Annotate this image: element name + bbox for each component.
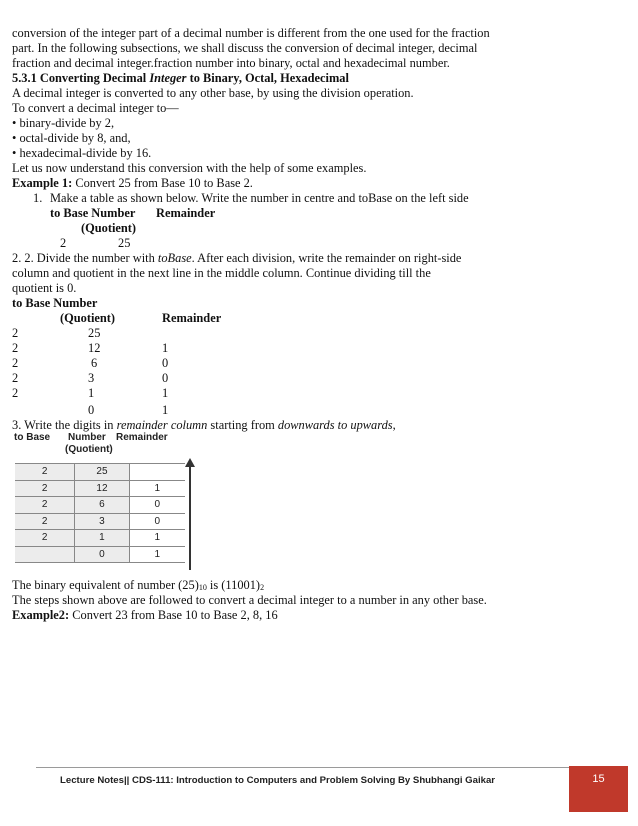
footer-divider xyxy=(36,767,569,768)
example-label: Example 1: xyxy=(12,176,73,190)
table-row xyxy=(15,546,185,563)
text-line: The steps shown above are followed to convert a decimal integer to a number in any other base. xyxy=(12,593,487,607)
figure-header: Remainder xyxy=(116,432,168,443)
table-cell: 0 xyxy=(88,403,95,417)
table-cell: 2 xyxy=(15,497,75,514)
step-text: 2. 2. Divide the number with xyxy=(12,251,158,265)
table-cell: 25 xyxy=(88,326,101,340)
section-heading xyxy=(12,71,349,86)
base-subscript: 10 xyxy=(198,583,207,592)
bullet-icon: • xyxy=(12,116,17,130)
footer-text: Lecture Notes|| CDS-111: Introduction to Computers and Problem Solving By Shubhangi Gaikar xyxy=(60,775,496,786)
result-text: The binary equivalent of number (25) xyxy=(12,578,199,592)
division-table-figure xyxy=(12,430,202,570)
table-header: Remainder xyxy=(156,206,216,220)
text-line: column and quotient in the next line in the middle column. Continue dividing till the xyxy=(12,266,431,280)
step-text: . After each division, write the remainder on right-side xyxy=(191,251,462,265)
table-cell: 2 xyxy=(12,341,19,355)
bullet-item xyxy=(12,131,131,146)
step-2 xyxy=(12,251,461,266)
table-cell: 2 xyxy=(12,386,19,400)
step-text: starting from xyxy=(207,418,278,432)
table-cell: 1 xyxy=(162,403,169,417)
result-line xyxy=(12,578,264,593)
table-cell: 1 xyxy=(129,480,185,497)
step-number: 1. xyxy=(33,191,43,205)
table-cell: 6 xyxy=(75,497,129,514)
example-text: Convert 23 from Base 10 to Base 2, 8, 16 xyxy=(69,608,278,622)
table-cell: 0 xyxy=(162,356,169,370)
table-cell: 1 xyxy=(129,546,185,563)
page-number: 15 xyxy=(592,773,605,785)
table-cell: 25 xyxy=(118,236,131,250)
example-2 xyxy=(12,608,278,623)
figure-header: to Base xyxy=(14,432,51,443)
table-cell: 1 xyxy=(75,530,129,547)
table-cell xyxy=(129,464,185,481)
text-line: A decimal integer is converted to any other base, by using the division operation. xyxy=(12,86,414,100)
step-text: Make a table as shown below. Write the number in centre and toBase on the left side xyxy=(50,191,469,205)
example-label: Example2: xyxy=(12,608,70,622)
table-cell: 0 xyxy=(75,546,129,563)
bullet-item xyxy=(12,116,114,131)
table-row xyxy=(15,513,185,530)
table-row xyxy=(15,530,185,547)
table-cell: 3 xyxy=(88,371,95,385)
table-cell: 25 xyxy=(75,464,129,481)
text-line: conversion of the integer part of a decimal number is different from the one used for the fraction xyxy=(12,26,490,40)
table-row xyxy=(15,497,185,514)
table-cell: 1 xyxy=(88,386,95,400)
table-row xyxy=(15,464,185,481)
example-text: Convert 25 from Base 10 to Base 2. xyxy=(72,176,253,190)
table-cell: 2 xyxy=(15,480,75,497)
text-line: fraction and decimal integer.fraction number into binary, octal and hexadecimal number. xyxy=(12,56,450,70)
upward-arrow-line xyxy=(189,464,191,570)
bullet-text: binary-divide by 2, xyxy=(19,116,115,130)
text-line: part. In the following subsections, we shall discuss the conversion of decimal integer, decimal xyxy=(12,41,478,55)
table-header: to Base Number xyxy=(12,296,98,310)
text-line: Let us now understand this conversion with the help of some examples. xyxy=(12,161,367,175)
page-number-box xyxy=(569,766,628,812)
step-text: , xyxy=(392,418,396,432)
table-cell: 2 xyxy=(12,356,19,370)
table-cell: 6 xyxy=(91,356,98,370)
table-cell: 1 xyxy=(162,386,169,400)
figure-grid xyxy=(15,463,185,563)
table-cell: 12 xyxy=(88,341,101,355)
step-text-italic: downwards to upwards xyxy=(277,418,393,432)
table-cell: 0 xyxy=(129,513,185,530)
table-header: (Quotient) xyxy=(60,311,116,325)
bullet-text: octal-divide by 8, and, xyxy=(19,131,131,145)
table-header: Remainder xyxy=(162,311,222,325)
table-cell: 2 xyxy=(12,371,19,385)
step-text-italic: remainder column xyxy=(116,418,208,432)
table-header: (Quotient) xyxy=(81,221,137,235)
table-cell: 2 xyxy=(15,530,75,547)
table-header: to Base Number xyxy=(50,206,136,220)
text-line: To convert a decimal integer to— xyxy=(12,101,179,115)
table-cell: 0 xyxy=(129,497,185,514)
figure-header: Number xyxy=(68,432,106,443)
table-cell: 2 xyxy=(15,513,75,530)
example-1 xyxy=(12,176,253,191)
table-cell xyxy=(15,546,75,563)
heading-italic: Integer xyxy=(149,71,187,85)
bullet-icon: • xyxy=(12,146,17,160)
base-subscript: 2 xyxy=(260,583,265,592)
figure-header: (Quotient) xyxy=(65,444,113,455)
bullet-icon: • xyxy=(12,131,17,145)
bullet-item xyxy=(12,146,151,161)
table-cell: 2 xyxy=(60,236,67,250)
heading-pre: 5.3.1 Converting Decimal xyxy=(12,71,150,85)
table-cell: 12 xyxy=(75,480,129,497)
result-text: is (11001) xyxy=(206,578,261,592)
bullet-text: hexadecimal-divide by 16. xyxy=(19,146,152,160)
table-cell: 1 xyxy=(129,530,185,547)
step-text: 3. Write the digits in xyxy=(12,418,117,432)
table-cell: 3 xyxy=(75,513,129,530)
up-arrow-icon xyxy=(185,458,195,467)
table-cell: 0 xyxy=(162,371,169,385)
table-cell: 2 xyxy=(12,326,19,340)
step-text-italic: toBase xyxy=(157,251,192,265)
table-cell: 1 xyxy=(162,341,169,355)
heading-post: to Binary, Octal, Hexadecimal xyxy=(186,71,349,85)
text-line: quotient is 0. xyxy=(12,281,77,295)
table-cell: 2 xyxy=(15,464,75,481)
table-row xyxy=(15,480,185,497)
